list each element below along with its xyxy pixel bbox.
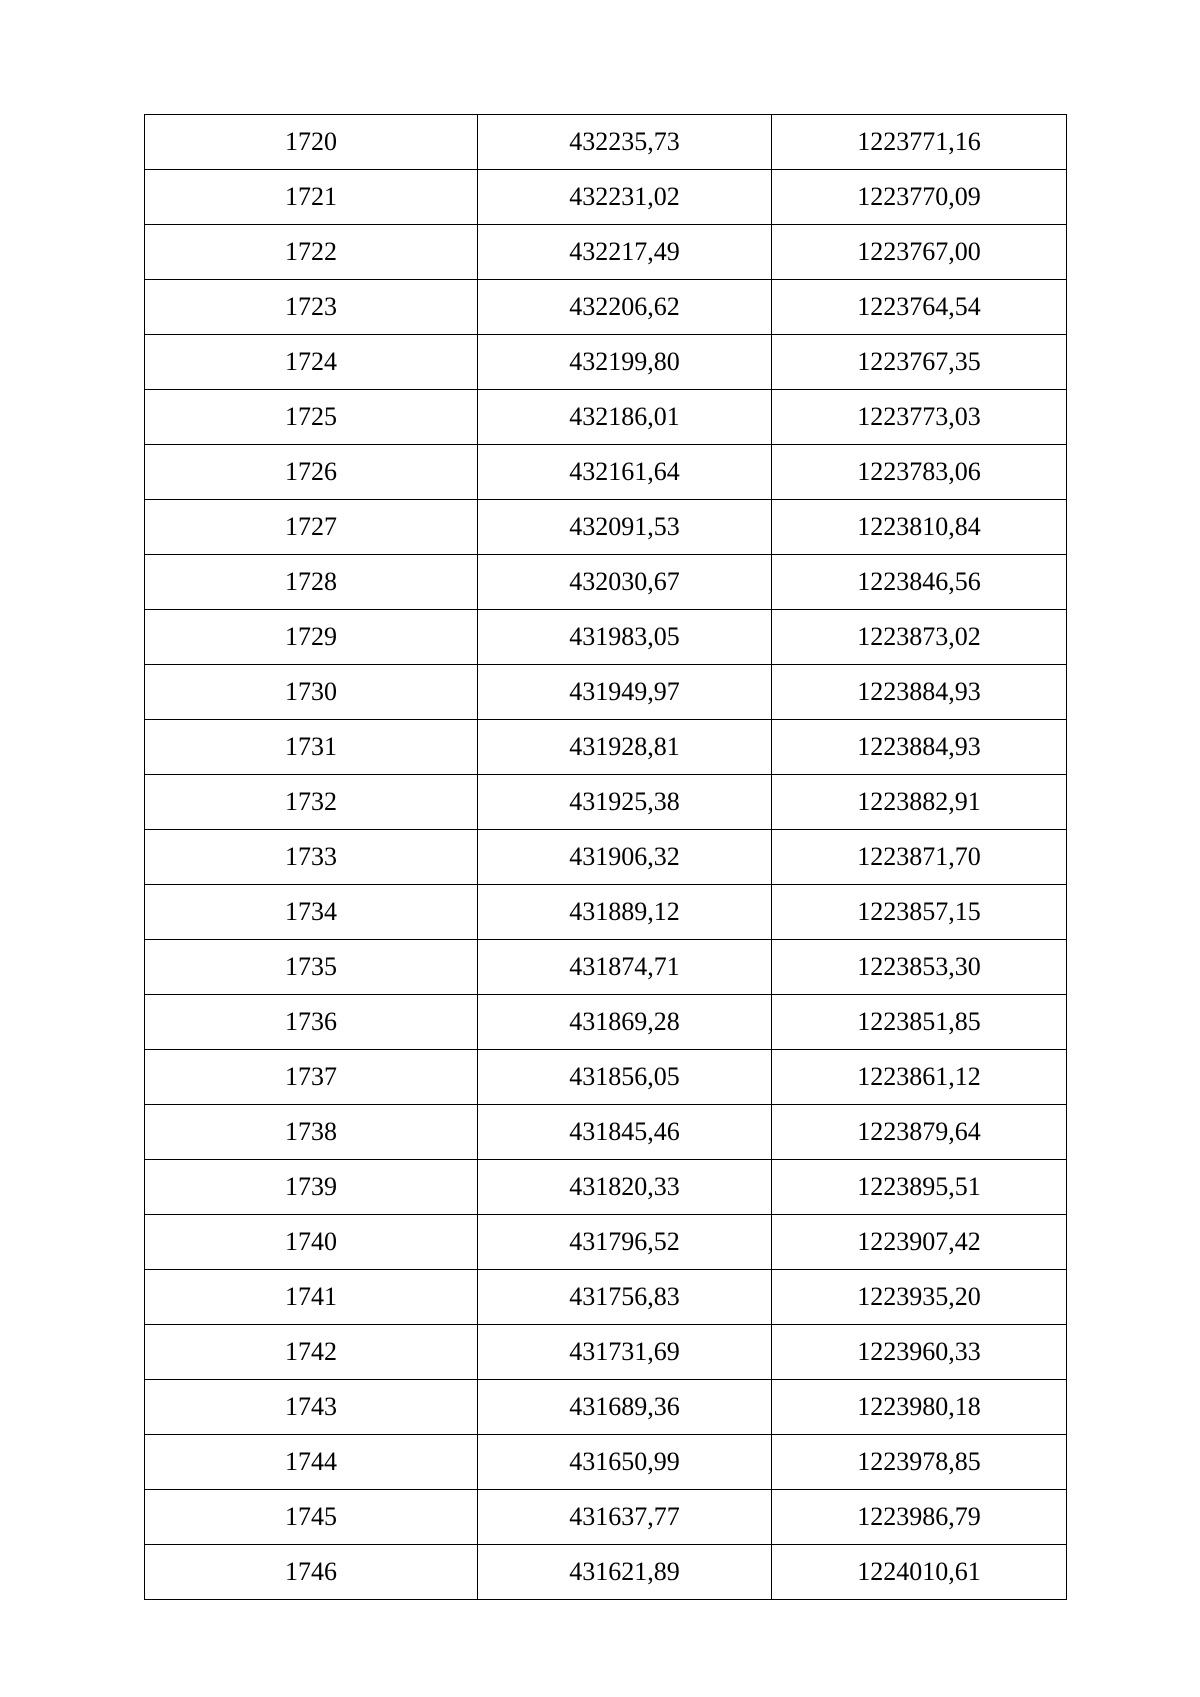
table-row xyxy=(145,885,1067,940)
point-number-cell: 1738 xyxy=(145,1105,478,1160)
table-row xyxy=(145,1490,1067,1545)
table-row xyxy=(145,115,1067,170)
point-number-cell: 1732 xyxy=(145,775,478,830)
table-row xyxy=(145,1325,1067,1380)
x-coordinate-cell: 431756,83 xyxy=(478,1270,772,1325)
table-row xyxy=(145,940,1067,995)
x-coordinate-cell: 432217,49 xyxy=(478,225,772,280)
table-row xyxy=(145,1050,1067,1105)
x-coordinate-cell: 431983,05 xyxy=(478,610,772,665)
x-coordinate-cell: 431925,38 xyxy=(478,775,772,830)
x-coordinate-cell: 432235,73 xyxy=(478,115,772,170)
x-coordinate-cell: 432231,02 xyxy=(478,170,772,225)
x-coordinate-cell: 431869,28 xyxy=(478,995,772,1050)
table-row xyxy=(145,720,1067,775)
point-number-cell: 1741 xyxy=(145,1270,478,1325)
y-coordinate-cell: 1223771,16 xyxy=(772,115,1067,170)
x-coordinate-cell: 431637,77 xyxy=(478,1490,772,1545)
point-number-cell: 1728 xyxy=(145,555,478,610)
x-coordinate-cell: 432199,80 xyxy=(478,335,772,390)
point-number-cell: 1725 xyxy=(145,390,478,445)
point-number-cell: 1731 xyxy=(145,720,478,775)
y-coordinate-cell: 1223960,33 xyxy=(772,1325,1067,1380)
table-row xyxy=(145,390,1067,445)
point-number-cell: 1736 xyxy=(145,995,478,1050)
point-number-cell: 1742 xyxy=(145,1325,478,1380)
table-row xyxy=(145,830,1067,885)
point-number-cell: 1743 xyxy=(145,1380,478,1435)
x-coordinate-cell: 431621,89 xyxy=(478,1545,772,1600)
y-coordinate-cell: 1223857,15 xyxy=(772,885,1067,940)
table-row xyxy=(145,1270,1067,1325)
x-coordinate-cell: 431845,46 xyxy=(478,1105,772,1160)
table-row xyxy=(145,335,1067,390)
point-number-cell: 1721 xyxy=(145,170,478,225)
point-number-cell: 1723 xyxy=(145,280,478,335)
point-number-cell: 1739 xyxy=(145,1160,478,1215)
y-coordinate-cell: 1223873,02 xyxy=(772,610,1067,665)
y-coordinate-cell: 1223986,79 xyxy=(772,1490,1067,1545)
table-row xyxy=(145,995,1067,1050)
y-coordinate-cell: 1223810,84 xyxy=(772,500,1067,555)
y-coordinate-cell: 1223846,56 xyxy=(772,555,1067,610)
point-number-cell: 1740 xyxy=(145,1215,478,1270)
point-number-cell: 1724 xyxy=(145,335,478,390)
y-coordinate-cell: 1223783,06 xyxy=(772,445,1067,500)
y-coordinate-cell: 1223773,03 xyxy=(772,390,1067,445)
x-coordinate-cell: 431689,36 xyxy=(478,1380,772,1435)
y-coordinate-cell: 1223895,51 xyxy=(772,1160,1067,1215)
y-coordinate-cell: 1223767,00 xyxy=(772,225,1067,280)
point-number-cell: 1745 xyxy=(145,1490,478,1545)
point-number-cell: 1722 xyxy=(145,225,478,280)
y-coordinate-cell: 1223861,12 xyxy=(772,1050,1067,1105)
x-coordinate-cell: 431731,69 xyxy=(478,1325,772,1380)
y-coordinate-cell: 1223907,42 xyxy=(772,1215,1067,1270)
point-number-cell: 1744 xyxy=(145,1435,478,1490)
point-number-cell: 1726 xyxy=(145,445,478,500)
table-row xyxy=(145,665,1067,720)
y-coordinate-cell: 1223767,35 xyxy=(772,335,1067,390)
y-coordinate-cell: 1223884,93 xyxy=(772,720,1067,775)
table-row xyxy=(145,170,1067,225)
y-coordinate-cell: 1223980,18 xyxy=(772,1380,1067,1435)
table-row xyxy=(145,280,1067,335)
table-row xyxy=(145,1435,1067,1490)
y-coordinate-cell: 1223770,09 xyxy=(772,170,1067,225)
table-row xyxy=(145,1105,1067,1160)
table-row xyxy=(145,1545,1067,1600)
x-coordinate-cell: 431949,97 xyxy=(478,665,772,720)
table-row xyxy=(145,1160,1067,1215)
x-coordinate-cell: 432091,53 xyxy=(478,500,772,555)
point-number-cell: 1729 xyxy=(145,610,478,665)
table-row xyxy=(145,555,1067,610)
point-number-cell: 1735 xyxy=(145,940,478,995)
table-row xyxy=(145,225,1067,280)
coordinates-table xyxy=(144,114,1067,1600)
table-row xyxy=(145,775,1067,830)
x-coordinate-cell: 431906,32 xyxy=(478,830,772,885)
table-row xyxy=(145,445,1067,500)
x-coordinate-cell: 431820,33 xyxy=(478,1160,772,1215)
point-number-cell: 1746 xyxy=(145,1545,478,1600)
y-coordinate-cell: 1223882,91 xyxy=(772,775,1067,830)
x-coordinate-cell: 431650,99 xyxy=(478,1435,772,1490)
point-number-cell: 1720 xyxy=(145,115,478,170)
y-coordinate-cell: 1223764,54 xyxy=(772,280,1067,335)
x-coordinate-cell: 432161,64 xyxy=(478,445,772,500)
x-coordinate-cell: 431874,71 xyxy=(478,940,772,995)
x-coordinate-cell: 432206,62 xyxy=(478,280,772,335)
y-coordinate-cell: 1223978,85 xyxy=(772,1435,1067,1490)
table-row xyxy=(145,1380,1067,1435)
x-coordinate-cell: 432186,01 xyxy=(478,390,772,445)
table-row xyxy=(145,500,1067,555)
y-coordinate-cell: 1223879,64 xyxy=(772,1105,1067,1160)
coordinates-table-body xyxy=(145,115,1067,1600)
y-coordinate-cell: 1223871,70 xyxy=(772,830,1067,885)
point-number-cell: 1734 xyxy=(145,885,478,940)
table-row xyxy=(145,1215,1067,1270)
y-coordinate-cell: 1223884,93 xyxy=(772,665,1067,720)
point-number-cell: 1727 xyxy=(145,500,478,555)
point-number-cell: 1737 xyxy=(145,1050,478,1105)
y-coordinate-cell: 1223853,30 xyxy=(772,940,1067,995)
x-coordinate-cell: 431928,81 xyxy=(478,720,772,775)
x-coordinate-cell: 431856,05 xyxy=(478,1050,772,1105)
table-row xyxy=(145,610,1067,665)
y-coordinate-cell: 1223935,20 xyxy=(772,1270,1067,1325)
y-coordinate-cell: 1224010,61 xyxy=(772,1545,1067,1600)
point-number-cell: 1730 xyxy=(145,665,478,720)
x-coordinate-cell: 431889,12 xyxy=(478,885,772,940)
x-coordinate-cell: 431796,52 xyxy=(478,1215,772,1270)
point-number-cell: 1733 xyxy=(145,830,478,885)
x-coordinate-cell: 432030,67 xyxy=(478,555,772,610)
y-coordinate-cell: 1223851,85 xyxy=(772,995,1067,1050)
